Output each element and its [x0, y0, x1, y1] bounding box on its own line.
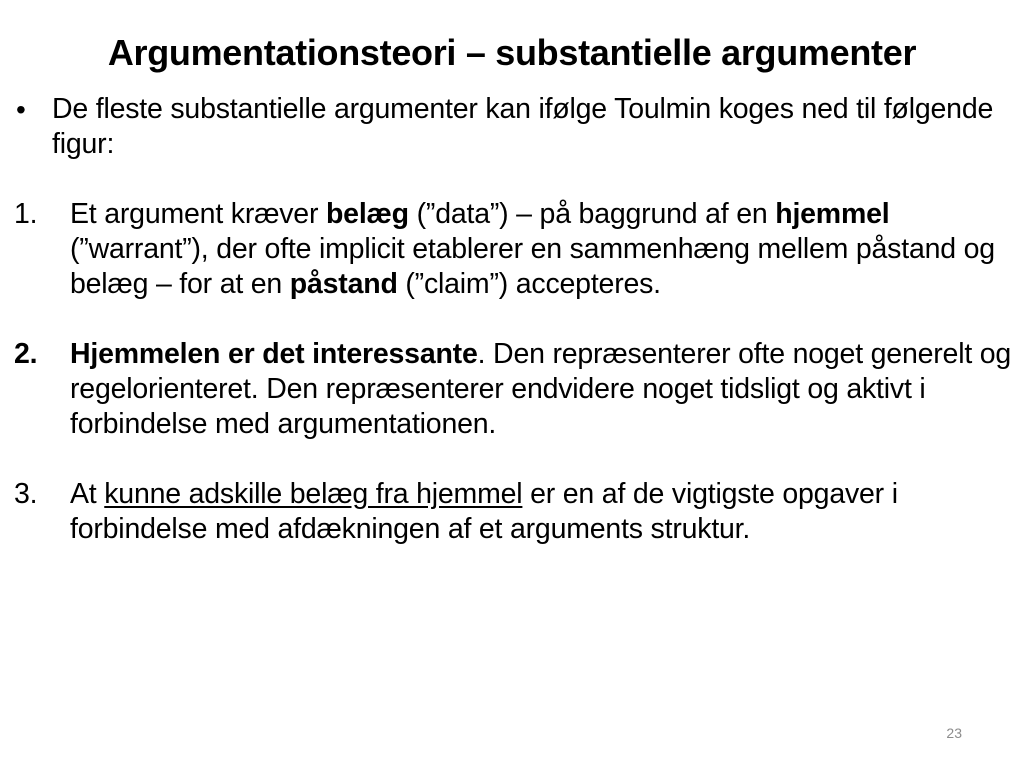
spacer [14, 442, 1014, 477]
list-item-3 [14, 477, 1014, 547]
item-1-text-d: (”claim”) accepteres. [397, 268, 661, 300]
spacer [14, 302, 1014, 337]
slide-title: Argumentationsteori – substantielle argumenter [107, 32, 917, 73]
item-1-term-belaeg: belæg [325, 198, 409, 230]
item-1-text-c: (”warrant”), der ofte implicit etablerer en sammenhæng mellem påstand og belæg – for at en [70, 233, 995, 300]
list-item-2 [14, 337, 1014, 442]
item-1-term-paastand: påstand [289, 268, 398, 300]
bullet-paragraph [14, 92, 1014, 162]
item-1-term-hjemmel: hjemmel [775, 198, 890, 230]
item-1-text-a: Et argument kræver [70, 198, 326, 230]
item-3-text-b: er en af de vigtigste opgaver i forbindelse med afdækningen af et arguments struktur. [70, 478, 898, 545]
item-1-text-b: (”data”) – på baggrund af en [408, 198, 776, 230]
bullet-text: De fleste substantielle argumenter kan ifølge Toulmin koges ned til følgende figur: [52, 93, 994, 160]
list-marker-3: 3. [14, 478, 38, 510]
slide-body [14, 92, 1014, 547]
bullet-marker: • [16, 94, 26, 125]
spacer [14, 162, 1014, 197]
page-number: 23 [946, 725, 962, 741]
list-item-1 [14, 197, 1014, 302]
item-3-text-a: At [70, 478, 105, 510]
item-2-heading: Hjemmelen er det interessante [70, 338, 478, 370]
list-marker-2: 2. [14, 338, 38, 370]
item-2-text: . Den repræsenterer ofte noget generelt og regelorienteret. Den repræsenterer endvidere noget tidsligt og aktivt i forbindelse med argumentationen. [70, 338, 1012, 440]
list-marker-1: 1. [14, 198, 38, 230]
item-3-underlined-phrase: kunne adskille belæg fra hjemmel [104, 478, 523, 510]
